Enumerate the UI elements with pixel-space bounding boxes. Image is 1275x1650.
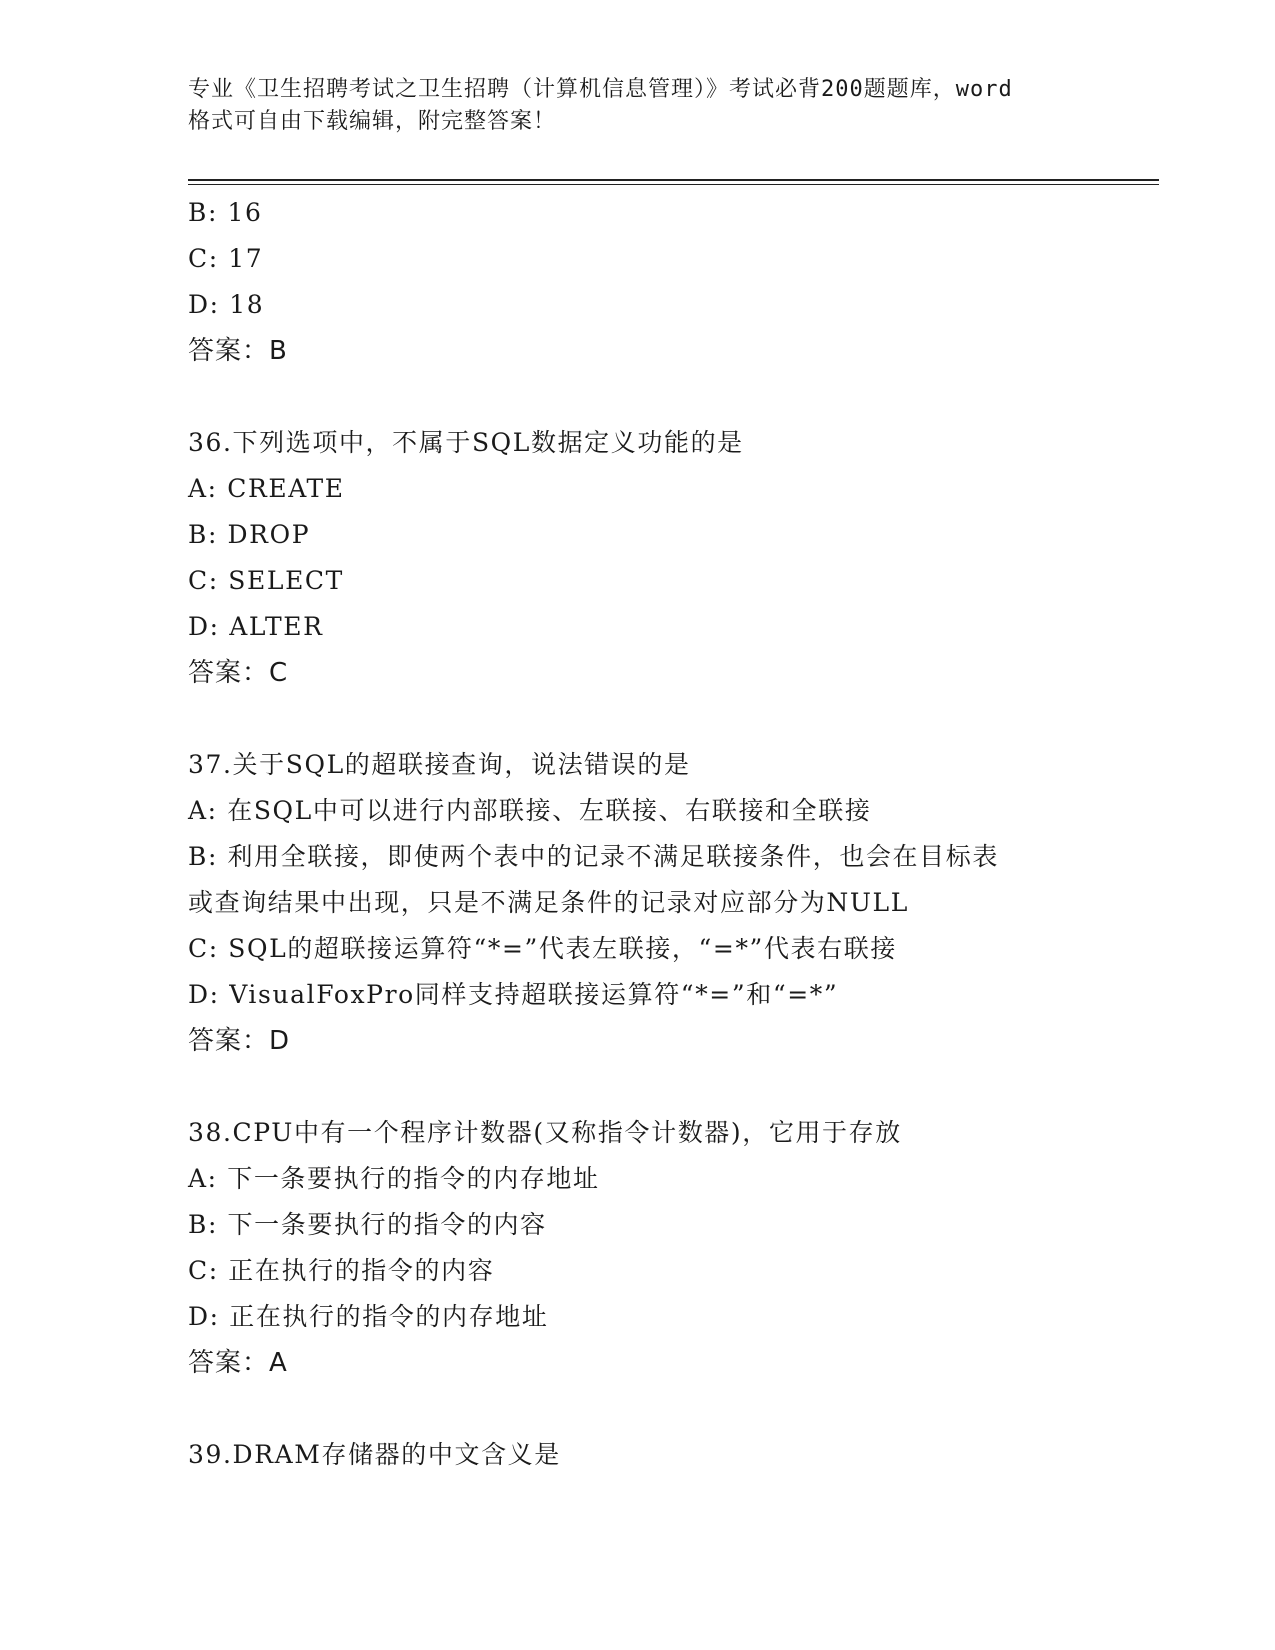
option-d: D: 正在执行的指令的内存地址 [188, 1302, 549, 1331]
option-b: B: DROP [188, 520, 311, 549]
option-a: A: CREATE [188, 474, 345, 503]
answer-line: 答案：A [188, 1348, 288, 1378]
spacer [188, 696, 1128, 742]
question-stem: 36.下列选项中，不属于SQL数据定义功能的是 [188, 428, 744, 457]
option-c: C: SELECT [188, 566, 344, 595]
option-b: B: 16 [188, 198, 263, 227]
option-c: C: SQL的超联接运算符“*=”代表左联接，“=*”代表右联接 [188, 934, 897, 963]
question-block-39 [188, 1432, 1128, 1478]
spacer [188, 1386, 1128, 1432]
question-stem: 37.关于SQL的超联接查询，说法错误的是 [188, 750, 691, 779]
spacer [188, 374, 1128, 420]
answer-line: 答案：B [188, 336, 288, 366]
header-line-1: 专业《卫生招聘考试之卫生招聘（计算机信息管理）》考试必背200题题库，word [188, 77, 1013, 102]
option-d: D: 18 [188, 290, 265, 319]
option-b-continued: 或查询结果中出现，只是不满足条件的记录对应部分为NULL [188, 888, 909, 917]
question-block-37 [188, 742, 1128, 1064]
option-c: C: 17 [188, 244, 264, 273]
option-d: D: ALTER [188, 612, 324, 641]
option-b: B: 利用全联接，即使两个表中的记录不满足联接条件，也会在目标表 [188, 842, 999, 871]
option-a: A: 下一条要执行的指令的内存地址 [188, 1164, 600, 1193]
question-list [188, 190, 1128, 1478]
question-block-38 [188, 1110, 1128, 1386]
option-a: A: 在SQL中可以进行内部联接、左联接、右联接和全联接 [188, 796, 872, 825]
answer-line: 答案：C [188, 658, 289, 688]
question-block-prev [188, 190, 1128, 374]
option-c: C: 正在执行的指令的内容 [188, 1256, 495, 1285]
header-divider-thin [188, 184, 1159, 185]
option-b: B: 下一条要执行的指令的内容 [188, 1210, 547, 1239]
option-d: D: VisualFoxPro同样支持超联接运算符“*=”和“=*” [188, 980, 839, 1009]
header-line-2: 格式可自由下载编辑，附完整答案！ [188, 109, 557, 134]
header-divider-thick [188, 179, 1159, 181]
question-stem: 39.DRAM存储器的中文含义是 [188, 1440, 561, 1469]
spacer [188, 1064, 1128, 1110]
answer-line: 答案：D [188, 1026, 291, 1056]
document-header [188, 74, 1108, 138]
question-block-36 [188, 420, 1128, 696]
question-stem: 38.CPU中有一个程序计数器(又称指令计数器)，它用于存放 [188, 1118, 902, 1147]
